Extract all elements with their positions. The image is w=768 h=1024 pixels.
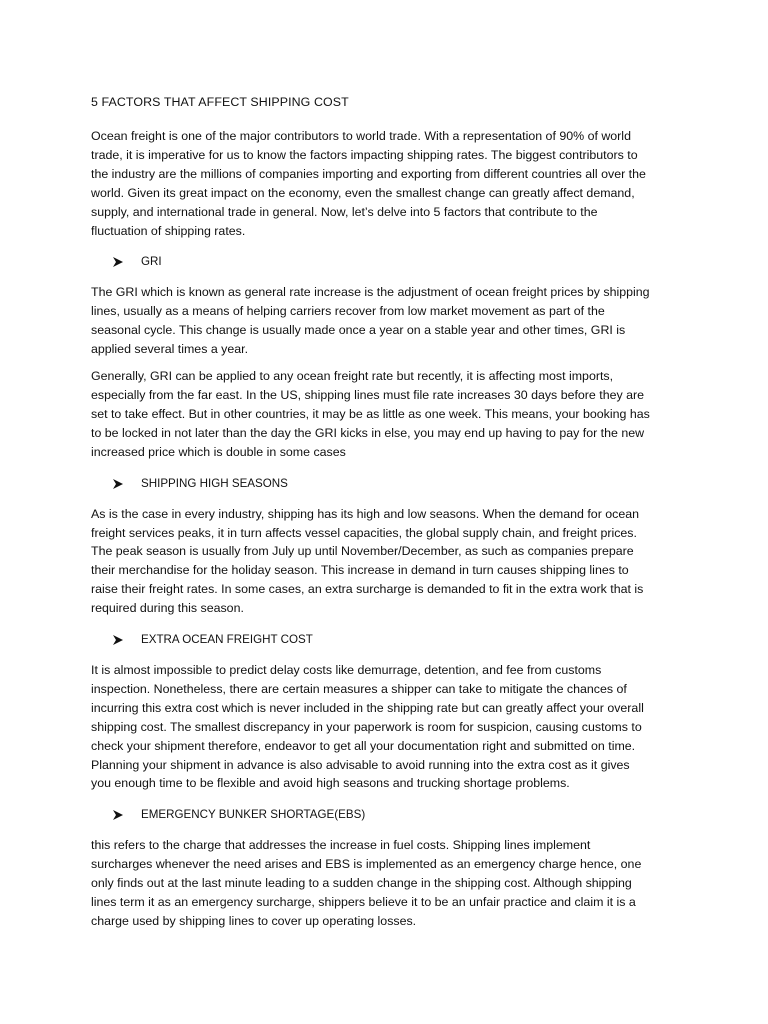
arrowhead-bullet-icon bbox=[113, 257, 123, 267]
section-heading-shipping-high-seasons bbox=[113, 476, 650, 492]
section-paragraph: It is almost impossible to predict delay costs like demurrage, detention, and fee from customs inspection. Nonetheless, there are certain measures a shipper can take to mitigate the chances of incurring this extra cost which is never included in the shipping rate but can greatly affect your overall shipping cost. The smallest discrepancy in your paperwork is room for suspicion, causing customs to check your shipment therefore, endeavor to get all your documentation right and submitted on time. Planning your shipment in advance is also advisable to avoid running into the extra cost as it gives you enough time to be flexible and avoid high seasons and trucking shortage problems. bbox=[91, 663, 644, 791]
section-heading-extra-ocean-freight-cost bbox=[113, 632, 650, 648]
section-heading-label: GRI bbox=[141, 255, 162, 269]
section-heading-label: SHIPPING HIGH SEASONS bbox=[141, 476, 288, 490]
section-paragraph: The GRI which is known as general rate increase is the adjustment of ocean freight prices by shipping lines, usually as a means of helping carriers recover from low market movement as part of the seasonal cycle. This change is usually made once a year on a stable year and other times, GRI is applied several times a year. bbox=[91, 285, 650, 357]
section-paragraph: Generally, GRI can be applied to any ocean freight rate but recently, it is affecting most imports, especially from the far east. In the US, shipping lines must file rate increases 30 days before they are set to take effect. But in other countries, it may be as little as one week. This means, your booking has to be locked in not later than the day the GRI kicks in else, you may end up having to pay for the new increased price which is double in some cases bbox=[91, 369, 650, 459]
document-title: 5 FACTORS THAT AFFECT SHIPPING COST bbox=[91, 95, 349, 109]
section-heading-gri bbox=[113, 254, 650, 270]
section-heading-emergency-bunker-shortage bbox=[113, 807, 650, 823]
section-paragraph: As is the case in every industry, shipping has its high and low seasons. When the demand for ocean freight services peaks, it in turn affects vessel capacities, the global supply chain, and freight prices. The peak season is usually from July up until November/December, as such as companies prepare their merchandise for the holiday season. This increase in demand in turn causes shipping lines to raise their freight rates. In some cases, an extra surcharge is demanded to fit in the extra work that is required during this season. bbox=[91, 506, 644, 616]
arrowhead-bullet-icon bbox=[113, 479, 123, 489]
arrowhead-bullet-icon bbox=[113, 635, 123, 645]
arrowhead-bullet-icon bbox=[113, 810, 123, 820]
intro-paragraph: Ocean freight is one of the major contributors to world trade. With a representation of 90% of world trade, it is imperative for us to know the factors impacting shipping rates. The biggest contributors to the industry are the millions of companies importing and exporting from different countries all over the world. Given its great impact on the economy, even the smallest change can greatly affect demand, supply, and international trade in general. Now, let’s delve into 5 factors that contribute to the fluctuation of shipping rates. bbox=[91, 129, 646, 238]
section-heading-label: EMERGENCY BUNKER SHORTAGE(EBS) bbox=[141, 808, 366, 822]
section-heading-label: EXTRA OCEAN FREIGHT COST bbox=[141, 633, 313, 647]
section-paragraph: this refers to the charge that addresses the increase in fuel costs. Shipping lines implement surcharges whenever the need arises and EBS is implemented as an emergency charge hence, one only finds out at the last minute leading to a sudden change in the shipping cost. Although shipping lines term it as an emergency surcharge, shippers believe it to be an unfair practice and claim it is a charge used by shipping lines to cover up operating losses. bbox=[91, 838, 642, 928]
